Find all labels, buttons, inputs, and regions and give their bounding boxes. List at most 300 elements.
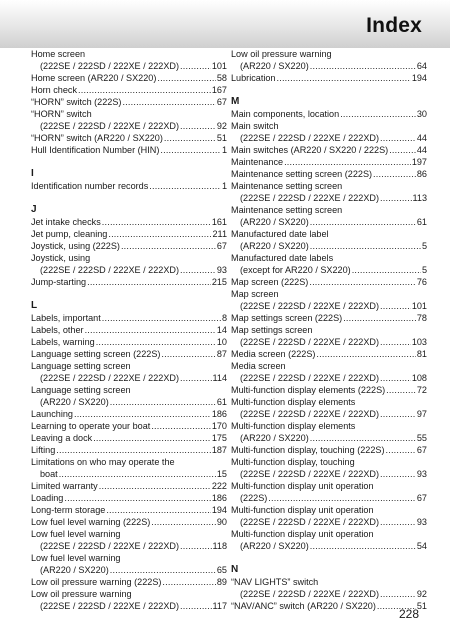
index-column-left <box>31 48 227 612</box>
index-entry-line <box>231 540 427 552</box>
index-entry-line <box>31 444 227 456</box>
index-entry[interactable] <box>31 276 227 288</box>
index-entry[interactable] <box>31 480 227 492</box>
index-entry-line <box>31 180 227 192</box>
index-entry-line <box>231 348 427 360</box>
entry-page-ref[interactable]: 215 <box>211 277 227 287</box>
entry-text: “NAV/ANC” switch (AR220 / SX220) <box>231 601 376 611</box>
entry-page-ref[interactable]: 67 <box>416 445 427 455</box>
entry-page-ref[interactable]: 78 <box>416 313 427 323</box>
entry-page-ref[interactable]: 167 <box>211 85 227 95</box>
index-entry-line <box>231 420 427 432</box>
entry-text: Map settings screen <box>231 325 313 335</box>
dot-leader <box>180 372 211 384</box>
index-entry-line <box>231 312 427 324</box>
entry-text: (222SE / 222SD / 222XE / 222XD) <box>240 589 380 599</box>
index-entry[interactable] <box>231 348 427 360</box>
entry-text: Limited warranty <box>31 481 98 491</box>
entry-text: Lubrication <box>231 73 276 83</box>
index-entry-line <box>31 48 227 60</box>
index-entry-line <box>31 588 227 600</box>
entry-text: Joystick, using <box>31 253 91 263</box>
index-entry-line <box>31 456 227 468</box>
index-entry-line <box>31 144 227 156</box>
index-entry[interactable] <box>31 72 227 84</box>
index-entry-line <box>31 516 227 528</box>
entry-text: “HORN” switch (222S) <box>31 97 122 107</box>
index-entry-line <box>231 300 427 312</box>
index-entry[interactable] <box>31 336 227 348</box>
entry-text: Labels, important <box>31 313 101 323</box>
index-entry-line <box>231 408 427 420</box>
index-entry-line <box>231 132 427 144</box>
entry-page-ref[interactable]: 61 <box>416 217 427 227</box>
entry-text: Low oil pressure warning (222S) <box>31 577 162 587</box>
dot-leader <box>380 336 411 348</box>
entry-page-ref[interactable]: 51 <box>416 601 427 611</box>
entry-text: (AR220 / SX220) <box>40 397 109 407</box>
entry-text: Home screen (AR220 / SX220) <box>31 73 157 83</box>
index-entry[interactable] <box>31 504 227 516</box>
index-entry-line <box>31 96 227 108</box>
entry-page-ref[interactable]: 15 <box>216 469 227 479</box>
index-entry-line <box>31 276 227 288</box>
entry-text: (222SE / 222SD / 222XE / 222XD) <box>240 409 380 419</box>
index-entry[interactable] <box>231 504 427 528</box>
index-entry[interactable] <box>31 432 227 444</box>
entry-text: Media screen <box>231 361 286 371</box>
entry-page-ref[interactable]: 1 <box>221 181 227 191</box>
entry-page-ref[interactable]: 194 <box>211 505 227 515</box>
index-entry-line <box>231 384 427 396</box>
index-entry-line <box>31 60 227 72</box>
entry-text: Jet pump, cleaning <box>31 229 108 239</box>
dot-leader <box>380 516 416 528</box>
index-entry[interactable] <box>231 528 427 552</box>
entry-text: Leaving a dock <box>31 433 93 443</box>
dot-leader <box>309 276 416 288</box>
index-entry[interactable] <box>231 324 427 348</box>
dot-leader <box>380 132 416 144</box>
entry-page-ref[interactable]: 114 <box>212 373 227 383</box>
index-entry[interactable] <box>31 444 227 456</box>
entry-text: Home screen <box>31 49 86 59</box>
index-entry[interactable] <box>231 420 427 444</box>
dot-leader <box>110 564 216 576</box>
index-entry[interactable] <box>231 276 427 288</box>
entry-page-ref[interactable]: 61 <box>216 397 227 407</box>
index-entry-line <box>231 156 427 168</box>
entry-page-ref[interactable]: 8 <box>221 313 227 323</box>
index-entry-line <box>231 204 427 216</box>
index-entry[interactable] <box>31 420 227 432</box>
entry-text: Lifting <box>31 445 56 455</box>
entry-page-ref[interactable]: 92 <box>416 589 427 599</box>
dot-leader <box>87 276 211 288</box>
entry-page-ref[interactable]: 101 <box>211 61 227 71</box>
dot-leader <box>59 468 216 480</box>
section-letter: M <box>231 96 240 107</box>
dot-leader <box>151 516 216 528</box>
entry-page-ref[interactable]: 76 <box>416 277 427 287</box>
index-entry-line <box>231 588 427 600</box>
dot-leader <box>56 444 211 456</box>
entry-text: (222SE / 222SD / 222XE / 222XD) <box>40 601 180 611</box>
index-entry-line <box>31 252 227 264</box>
index-entry[interactable] <box>31 516 227 528</box>
entry-text: Multi-function display unit operation <box>231 481 374 491</box>
index-entry[interactable] <box>231 444 427 456</box>
entry-page-ref[interactable]: 92 <box>216 121 227 131</box>
entry-page-ref[interactable]: 55 <box>416 433 427 443</box>
index-entry-line <box>31 384 227 396</box>
index-entry[interactable] <box>231 288 427 312</box>
entry-page-ref[interactable]: 64 <box>416 61 427 71</box>
index-entry-line <box>31 336 227 348</box>
entry-page-ref[interactable]: 97 <box>416 409 427 419</box>
index-entry[interactable] <box>231 360 427 384</box>
index-entry[interactable] <box>31 312 227 324</box>
index-entry-line <box>31 72 227 84</box>
dot-leader <box>380 408 416 420</box>
dot-leader <box>380 300 411 312</box>
dot-leader <box>180 540 211 552</box>
index-entry[interactable] <box>231 108 427 120</box>
index-entry[interactable] <box>231 72 427 84</box>
index-entry-line <box>231 228 427 240</box>
index-entry-line <box>31 408 227 420</box>
entry-text: Multi-function display unit operation <box>231 529 374 539</box>
entry-page-ref[interactable]: 67 <box>216 241 227 251</box>
dot-leader <box>316 348 415 360</box>
index-entry[interactable] <box>31 576 227 588</box>
entry-page-ref[interactable]: 170 <box>211 421 227 431</box>
header-bar <box>0 0 450 48</box>
index-entry[interactable] <box>31 132 227 144</box>
index-entry-line <box>231 468 427 480</box>
entry-page-ref[interactable]: 118 <box>212 541 227 551</box>
dot-leader <box>310 216 416 228</box>
entry-text: (222SE / 222SD / 222XE / 222XD) <box>240 133 380 143</box>
entry-text: Multi-function display elements (222S) <box>231 385 386 395</box>
entry-page-ref[interactable]: 44 <box>416 133 427 143</box>
entry-page-ref[interactable]: 58 <box>216 73 227 83</box>
entry-page-ref[interactable]: 10 <box>216 337 227 347</box>
dot-leader <box>310 60 416 72</box>
entry-page-ref[interactable]: 93 <box>416 469 427 479</box>
index-entry[interactable] <box>231 180 427 204</box>
entry-page-ref[interactable]: 14 <box>216 325 227 335</box>
dot-leader <box>380 468 416 480</box>
entry-page-ref[interactable]: 72 <box>416 385 427 395</box>
entry-text: boat <box>40 469 58 479</box>
dot-leader <box>78 84 211 96</box>
index-entry[interactable] <box>31 228 227 240</box>
index-entry[interactable] <box>31 552 227 576</box>
section-letter: J <box>31 204 37 215</box>
entry-page-ref[interactable]: 5 <box>421 241 427 251</box>
index-entry-line <box>31 132 227 144</box>
entry-text: Map screen (222S) <box>231 277 309 287</box>
entry-text: (222SE / 222SD / 222XE / 222XD) <box>40 541 180 551</box>
index-entry[interactable] <box>31 252 227 276</box>
index-entry[interactable] <box>231 204 427 228</box>
entry-text: Launching <box>31 409 73 419</box>
entry-text: Multi-function display unit operation <box>231 505 374 515</box>
entry-page-ref[interactable]: 93 <box>416 517 427 527</box>
entry-page-ref[interactable]: 211 <box>212 229 227 239</box>
entry-text: Main switch <box>231 121 279 131</box>
entry-page-ref[interactable]: 101 <box>411 301 427 311</box>
index-entry[interactable] <box>231 168 427 180</box>
entry-text: Multi-function display, touching <box>231 457 355 467</box>
index-entry-line <box>31 576 227 588</box>
entry-text: Multi-function display elements <box>231 421 356 431</box>
entry-page-ref[interactable]: 222 <box>211 481 227 491</box>
index-entry-line <box>231 72 427 84</box>
entry-text: Limitations on who may operate the <box>31 457 175 467</box>
section-letter: I <box>31 168 34 179</box>
dot-leader <box>93 432 211 444</box>
entry-text: Main components, location <box>231 109 340 119</box>
index-entry[interactable] <box>231 120 427 144</box>
index-entry-line <box>231 600 427 612</box>
entry-text: Maintenance <box>231 157 284 167</box>
entry-text: Jump-starting <box>31 277 87 287</box>
entry-text: Low oil pressure warning <box>31 589 132 599</box>
index-entry-line <box>231 336 427 348</box>
index-entry[interactable] <box>231 48 427 72</box>
dot-leader <box>310 432 416 444</box>
index-entry-line <box>31 228 227 240</box>
dot-leader <box>380 192 411 204</box>
dot-leader <box>386 444 416 456</box>
entry-text: (222SE / 222SD / 222XE / 222XD) <box>240 373 380 383</box>
index-entry-line <box>231 192 427 204</box>
index-entry[interactable] <box>31 324 227 336</box>
index-entry[interactable] <box>231 396 427 420</box>
entry-page-ref[interactable]: 186 <box>211 493 227 503</box>
entry-text: (AR220 / SX220) <box>240 433 309 443</box>
index-entry-line <box>231 324 427 336</box>
entry-text: (222SE / 222SD / 222XE / 222XD) <box>40 265 180 275</box>
entry-text: “HORN” switch (AR220 / SX220) <box>31 133 163 143</box>
entry-text: Main switches (AR220 / SX220 / 222S) <box>231 145 389 155</box>
entry-text: Horn check <box>31 85 77 95</box>
index-entry-line <box>231 48 427 60</box>
dot-leader <box>151 420 210 432</box>
index-entry-line <box>31 528 227 540</box>
index-entry-line <box>231 60 427 72</box>
dot-leader <box>343 312 416 324</box>
entry-page-ref[interactable]: 67 <box>416 493 427 503</box>
dot-leader <box>106 504 211 516</box>
index-entry[interactable] <box>231 576 427 600</box>
index-entry[interactable] <box>31 240 227 252</box>
index-entry[interactable] <box>231 252 427 276</box>
entry-page-ref[interactable]: 117 <box>212 601 227 611</box>
entry-page-ref[interactable]: 194 <box>411 73 427 83</box>
index-entry[interactable] <box>31 408 227 420</box>
index-entry[interactable] <box>231 144 427 156</box>
entry-page-ref[interactable]: 44 <box>416 145 427 155</box>
entry-page-ref[interactable]: 175 <box>211 433 227 443</box>
index-entry-line <box>31 84 227 96</box>
index-entry-line <box>31 240 227 252</box>
entry-page-ref[interactable]: 51 <box>216 133 227 143</box>
dot-leader <box>110 396 216 408</box>
entry-page-ref[interactable]: 113 <box>412 193 427 203</box>
index-entry[interactable] <box>31 360 227 384</box>
dot-leader <box>164 132 216 144</box>
entry-text: Identification number records <box>31 181 149 191</box>
index-entry[interactable] <box>31 588 227 612</box>
index-entry[interactable] <box>31 48 227 72</box>
index-entry-line <box>31 552 227 564</box>
entry-page-ref[interactable]: 90 <box>216 517 227 527</box>
dot-leader <box>352 264 421 276</box>
index-entry[interactable] <box>31 108 227 132</box>
dot-leader <box>389 144 416 156</box>
entry-text: (222SE / 222SD / 222XE / 222XD) <box>240 469 380 479</box>
page-title: Index <box>366 14 422 37</box>
entry-text: “HORN” switch <box>31 109 92 119</box>
dot-leader <box>102 312 221 324</box>
entry-page-ref[interactable]: 89 <box>216 577 227 587</box>
index-entry[interactable] <box>31 180 227 192</box>
dot-leader <box>380 372 411 384</box>
index-entry[interactable] <box>31 96 227 108</box>
entry-text: (222SE / 222SD / 222XE / 222XD) <box>240 301 380 311</box>
entry-text: Joystick, using (222S) <box>31 241 120 251</box>
entry-page-ref[interactable]: 161 <box>211 217 227 227</box>
entry-text: (except for AR220 / SX220) <box>240 265 351 275</box>
entry-text: Low fuel level warning <box>31 529 121 539</box>
entry-text: Language setting screen <box>31 361 131 371</box>
entry-text: “NAV LIGHTS” switch <box>231 577 319 587</box>
entry-page-ref[interactable]: 54 <box>416 541 427 551</box>
index-entry[interactable] <box>31 144 227 156</box>
section-letter: L <box>31 300 38 311</box>
entry-text: Hull Identification Number (HIN) <box>31 145 160 155</box>
section-letter: N <box>231 564 239 575</box>
index-entry-line <box>231 576 427 588</box>
dot-leader <box>149 180 221 192</box>
entry-text: Multi-function display elements <box>231 397 356 407</box>
dot-leader <box>180 60 211 72</box>
index-entry-line <box>231 480 427 492</box>
entry-text: Low fuel level warning <box>31 553 121 563</box>
entry-page-ref[interactable]: 86 <box>416 169 427 179</box>
entry-text: (AR220 / SX220) <box>240 241 309 251</box>
dot-leader <box>380 588 416 600</box>
dot-leader <box>180 120 216 132</box>
entry-page-ref[interactable]: 5 <box>421 265 427 275</box>
entry-text: Learning to operate your boat <box>31 421 151 431</box>
index-entry-line <box>231 216 427 228</box>
index-entry[interactable] <box>31 216 227 228</box>
index-entry[interactable] <box>231 600 427 612</box>
entry-page-ref[interactable]: 103 <box>411 337 427 347</box>
index-entry-line <box>231 372 427 384</box>
entry-page-ref[interactable]: 197 <box>411 157 427 167</box>
entry-page-ref[interactable]: 65 <box>216 565 227 575</box>
dot-leader <box>310 540 416 552</box>
entry-page-ref[interactable]: 187 <box>211 445 227 455</box>
index-entry-line <box>31 216 227 228</box>
entry-page-ref[interactable]: 1 <box>221 145 227 155</box>
entry-text: (222SE / 222SD / 222XE / 222XD) <box>40 61 180 71</box>
entry-text: (222SE / 222SD / 222XE / 222XD) <box>240 337 380 347</box>
index-entry-line <box>231 264 427 276</box>
entry-text: Media screen (222S) <box>231 349 316 359</box>
index-entry[interactable] <box>31 528 227 552</box>
entry-page-ref[interactable]: 67 <box>216 97 227 107</box>
entry-text: (222S) <box>240 493 268 503</box>
index-entry-line <box>231 144 427 156</box>
index-entry[interactable] <box>231 456 427 480</box>
entry-page-ref[interactable]: 30 <box>416 109 427 119</box>
entry-text: Long-term storage <box>31 505 106 515</box>
entry-page-ref[interactable]: 186 <box>211 409 227 419</box>
entry-text: Map screen <box>231 289 279 299</box>
entry-text: Language setting screen <box>31 385 131 395</box>
entry-page-ref[interactable]: 93 <box>216 265 227 275</box>
dot-leader <box>180 600 211 612</box>
entry-text: (AR220 / SX220) <box>40 565 109 575</box>
entry-text: Low fuel level warning (222S) <box>31 517 151 527</box>
index-entry[interactable] <box>231 156 427 168</box>
entry-text: (222SE / 222SD / 222XE / 222XD) <box>240 517 380 527</box>
index-entry-line <box>31 372 227 384</box>
index-entry-line <box>31 120 227 132</box>
entry-page-ref[interactable]: 108 <box>411 373 427 383</box>
index-entry-line <box>231 360 427 372</box>
index-entry-line <box>231 432 427 444</box>
index-entry[interactable] <box>31 348 227 360</box>
index-entry[interactable] <box>31 492 227 504</box>
index-entry-line <box>31 396 227 408</box>
entry-page-ref[interactable]: 81 <box>416 349 427 359</box>
entry-text: Loading <box>31 493 64 503</box>
entry-page-ref[interactable]: 87 <box>216 349 227 359</box>
index-entry-line <box>31 360 227 372</box>
index-entry-line <box>31 480 227 492</box>
entry-text: Jet intake checks <box>31 217 101 227</box>
index-entry[interactable] <box>31 84 227 96</box>
index-entry-line <box>31 504 227 516</box>
index-entry-line <box>231 528 427 540</box>
index-entry[interactable] <box>231 480 427 504</box>
entry-text: Multi-function display, touching (222S) <box>231 445 385 455</box>
index-entry-line <box>31 420 227 432</box>
dot-leader <box>74 408 211 420</box>
index-entry-line <box>31 432 227 444</box>
index-entry[interactable] <box>31 384 227 408</box>
dot-leader <box>340 108 416 120</box>
dot-leader <box>161 348 215 360</box>
dot-leader <box>108 228 211 240</box>
index-entry[interactable] <box>231 384 427 396</box>
index-entry[interactable] <box>231 228 427 252</box>
entry-text: (222SE / 222SD / 222XE / 222XD) <box>40 373 180 383</box>
entry-text: Manufactured date label <box>231 229 329 239</box>
index-entry-line <box>31 540 227 552</box>
dot-leader <box>121 240 216 252</box>
index-entry[interactable] <box>231 312 427 324</box>
index-entry[interactable] <box>31 456 227 480</box>
entry-text: Maintenance setting screen <box>231 205 343 215</box>
